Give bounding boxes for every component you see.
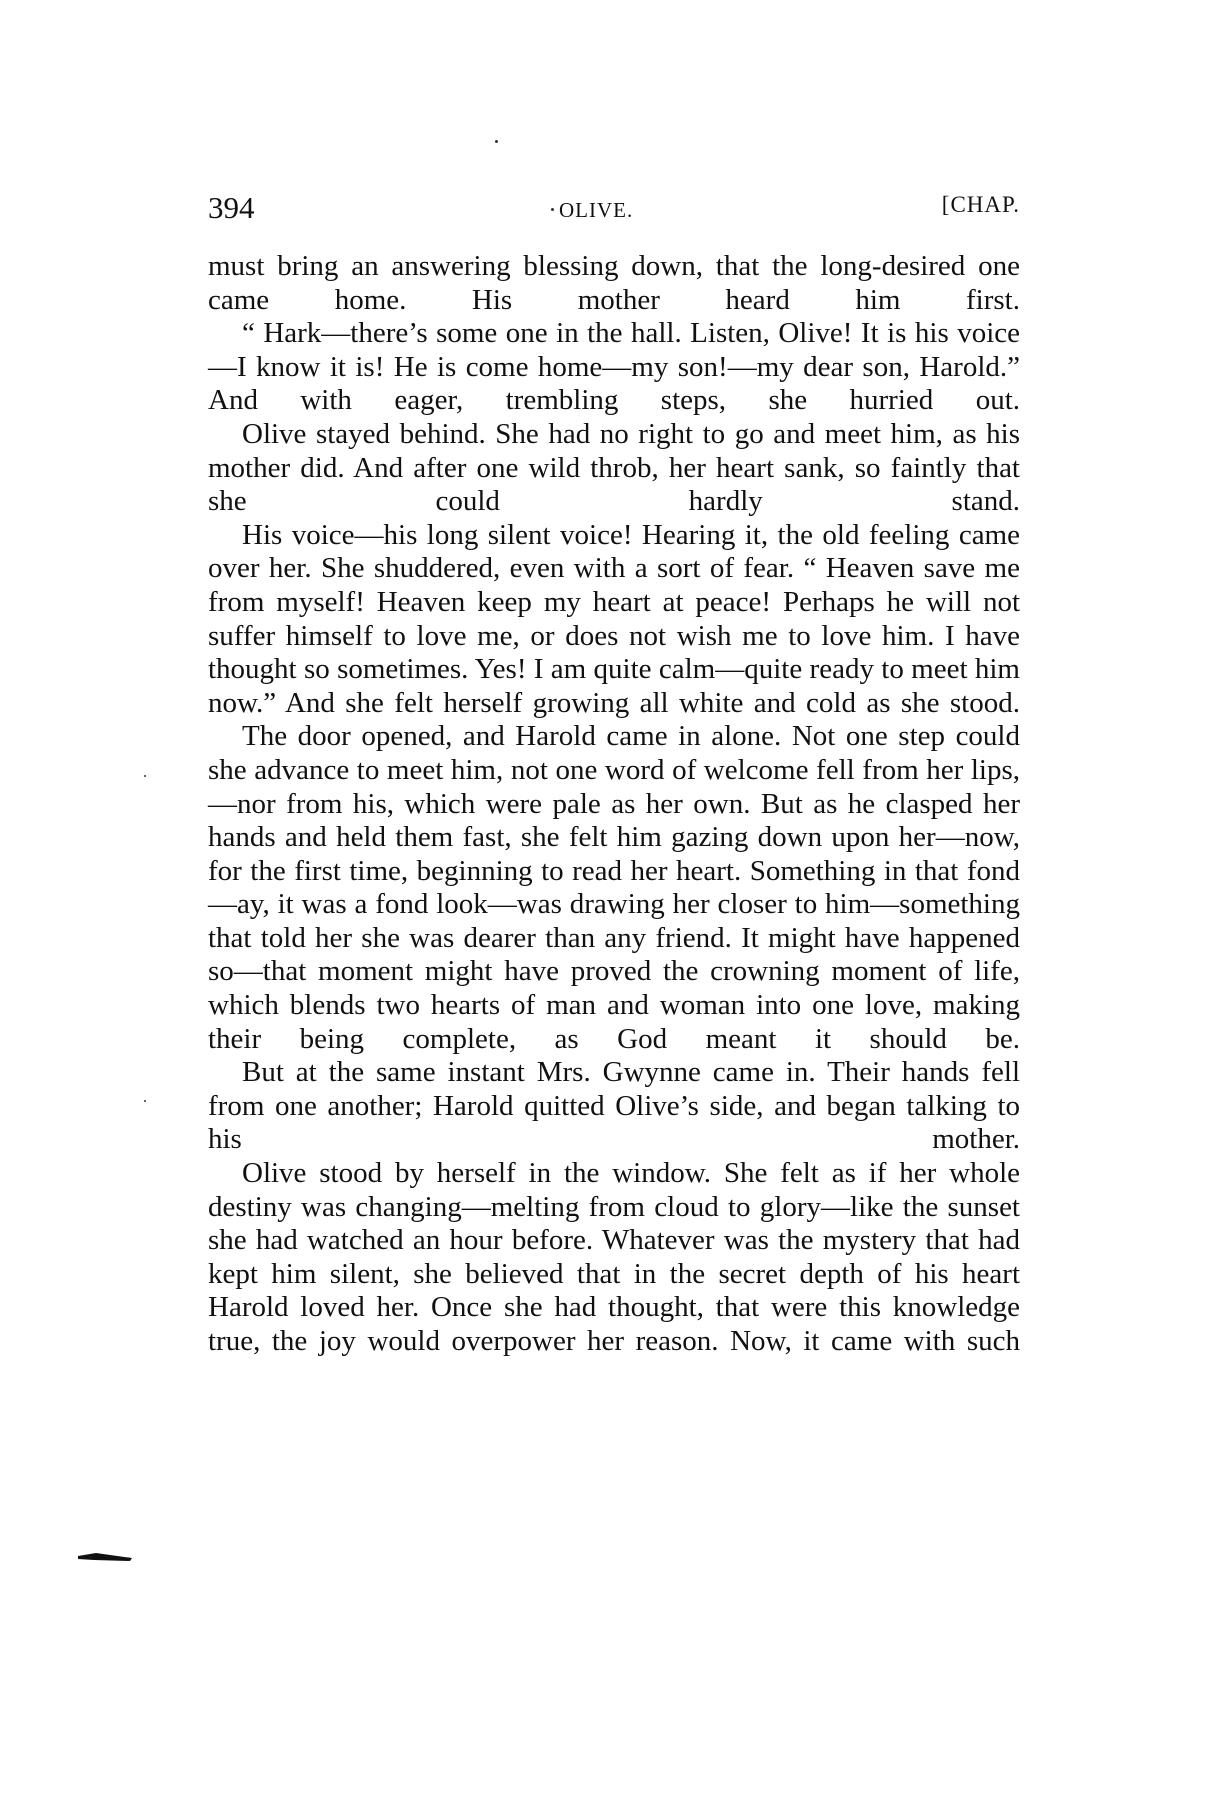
paragraph-3: Olive stayed behind. She had no right to go and meet him, as his mother did. And after one wild throb, her heart sank, so faintly that she could hardly stand. [208, 417, 1020, 518]
paragraph-4: His voice—his long silent voice! Hearing it, the old feeling came over her. She shuddered, even with a sort of fear. “ Heaven save me from myself! Heaven keep my heart at peace! Perhaps he will not suffer himself to love me, or does not wish me to love him. I have thought so sometimes. Yes! I am quite calm—quite ready to meet him now.” And she felt herself growing all white and cold as she stood. [208, 518, 1020, 719]
paragraph-1: must bring an answering blessing down, that the long-desired one came home. His mother heard him first. [208, 250, 1020, 316]
ink-speck [144, 775, 146, 777]
margin-ink-mark [78, 1552, 132, 1562]
paragraph-2: “ Hark—there’s some one in the hall. Listen, Olive! It is his voice—I know it is! He is come home—my son!—my dear son, Harold.” And with eager, trembling steps, she hurried out. [208, 317, 1020, 417]
running-title: OLIVE. [559, 198, 634, 222]
ink-speck [551, 208, 554, 211]
body-text [208, 250, 1020, 1359]
page-header [208, 190, 1020, 230]
page-number: 394 [208, 190, 255, 225]
paragraph-5: The door opened, and Harold came in alone. Not one step could she advance to meet him, not one word of welcome fell from her lips,—nor from his, which were pale as her own. But as he clasped her hands and held them fast, she felt him gazing down upon her—now, for the first time, beginning to read her heart. Something in that fond—ay, it was a fond look—was drawing her closer to him—something that told her she was dearer than any friend. It might have happened so—that moment might have proved the crowning moment of life, which blends two hearts of man and woman into one love, making their being complete, as God meant it should be. [208, 720, 1020, 1055]
ink-speck [495, 140, 498, 143]
ink-speck [144, 1100, 146, 1102]
paragraph-6: But at the same instant Mrs. Gwynne came in. Their hands fell from one another; Harold quitted Olive’s side, and began talking to his mother. [208, 1056, 1020, 1156]
paragraph-7: Olive stood by herself in the window. She felt as if her whole destiny was changing—melting from cloud to glory—like the sunset she had watched an hour before. Whatever was the mystery that had kept him silent, she believed that in the secret depth of his heart Harold loved her. Once she had thought, that were this knowledge true, the joy would overpower her reason. Now, it came with such [208, 1157, 1020, 1357]
chapter-label: [CHAP. [941, 192, 1020, 217]
